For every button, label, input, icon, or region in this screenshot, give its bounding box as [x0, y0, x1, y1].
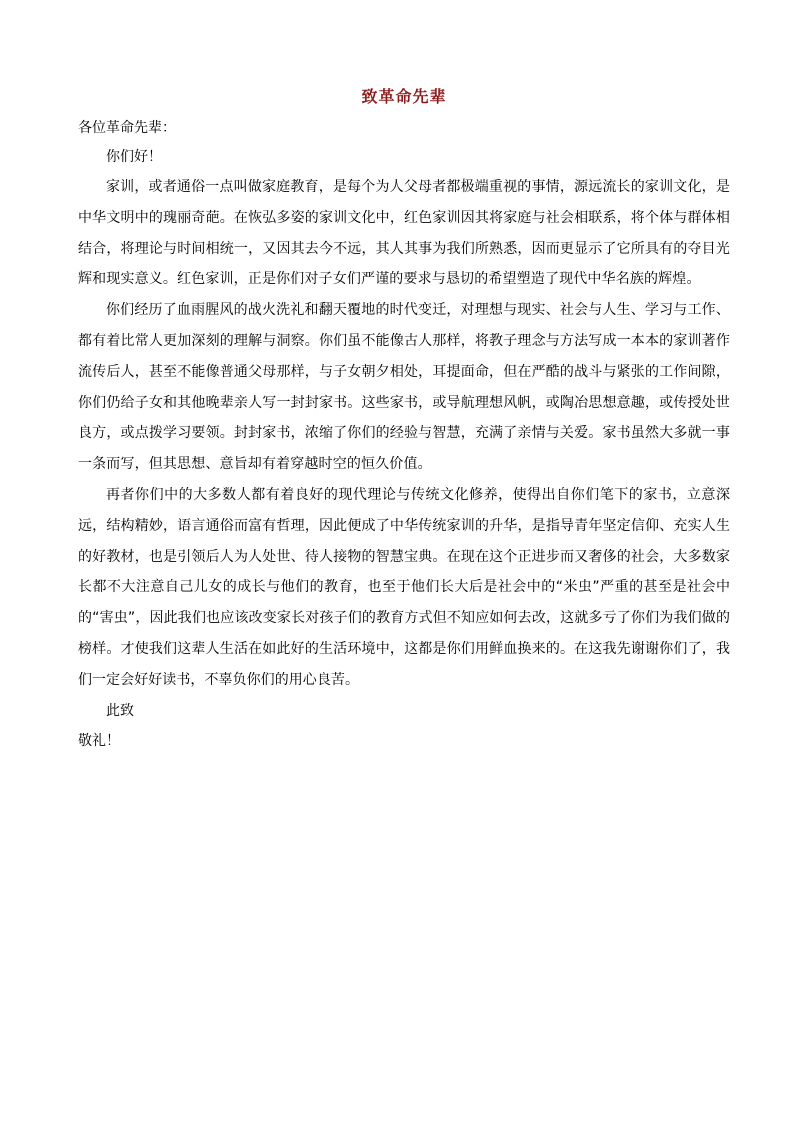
- closing-salute: 敬礼！: [78, 732, 120, 749]
- greeting: 你们好！: [106, 149, 162, 165]
- closing-phrase: 此致: [106, 702, 134, 719]
- letter-title: 致革命先辈: [361, 87, 447, 106]
- letter-page: [78, 86, 730, 756]
- salutation: 各位革命先辈：: [78, 120, 176, 136]
- body-paragraph-1: 家训，或者通俗一点叫做家庭教育，是每个为人父母者都极端重视的事情，源远流长的家训文化，是中华文明中的瑰丽奇葩。在恢弘多姿的家训文化中，红色家训因其将家庭与社会相联系，将个体与群体相结合，将理论与时间相统一，又因其去今不远，其人其事为我们所熟悉，因而更显示了它所具有的夺目光辉和现实意义。红色家训，正是你们对子女们严谨的要求与恳切的希望塑造了现代中华名族的辉煌。: [78, 179, 730, 288]
- body-paragraph-2: 你们经历了血雨腥风的战火洗礼和翻天覆地的时代变迁，对理想与现实、社会与人生、学习与工作、都有着比常人更加深刻的理解与洞察。你们虽不能像古人那样，将教子理念与方法写成一本本的家训著作流传后人，甚至不能像普通父母那样，与子女朝夕相处，耳提面命，但在严酷的战斗与紧张的工作间隙，你们仍给子女和其他晚辈亲人写一封封家书。这些家书，或导航理想风帆，或陶冶思想意趣，或传授处世良方，或点拨学习要领。封封家书，浓缩了你们的经验与智慧，充满了亲情与关爱。家书虽然大多就一事一条而写，但其思想、意旨却有着穿越时空的恒久价值。: [78, 302, 730, 473]
- body-paragraph-3: 再者你们中的大多数人都有着良好的现代理论与传统文化修养，使得出自你们笔下的家书，立意深远，结构精妙，语言通俗而富有哲理，因此便成了中华传统家训的升华，是指导青年坚定信仰、充实人生的好教材，也是引领后人为人处世、待人接物的智慧宝典。在现在这个正进步而又奢侈的社会，大多数家长都不大注意自己儿女的成长与他们的教育，也至于他们长大后是社会中的“米虫”严重的甚至是社会中的“害虫”，因此我们也应该改变家长对孩子们的教育方式但不知应如何去改，这就多亏了你们为我们做的榜样。才使我们这辈人生活在如此好的生活环境中，这都是你们用鲜血换来的。在这我先谢谢你们了，我们一定会好好读书，不辜负你们的用心良苦。: [78, 486, 730, 688]
